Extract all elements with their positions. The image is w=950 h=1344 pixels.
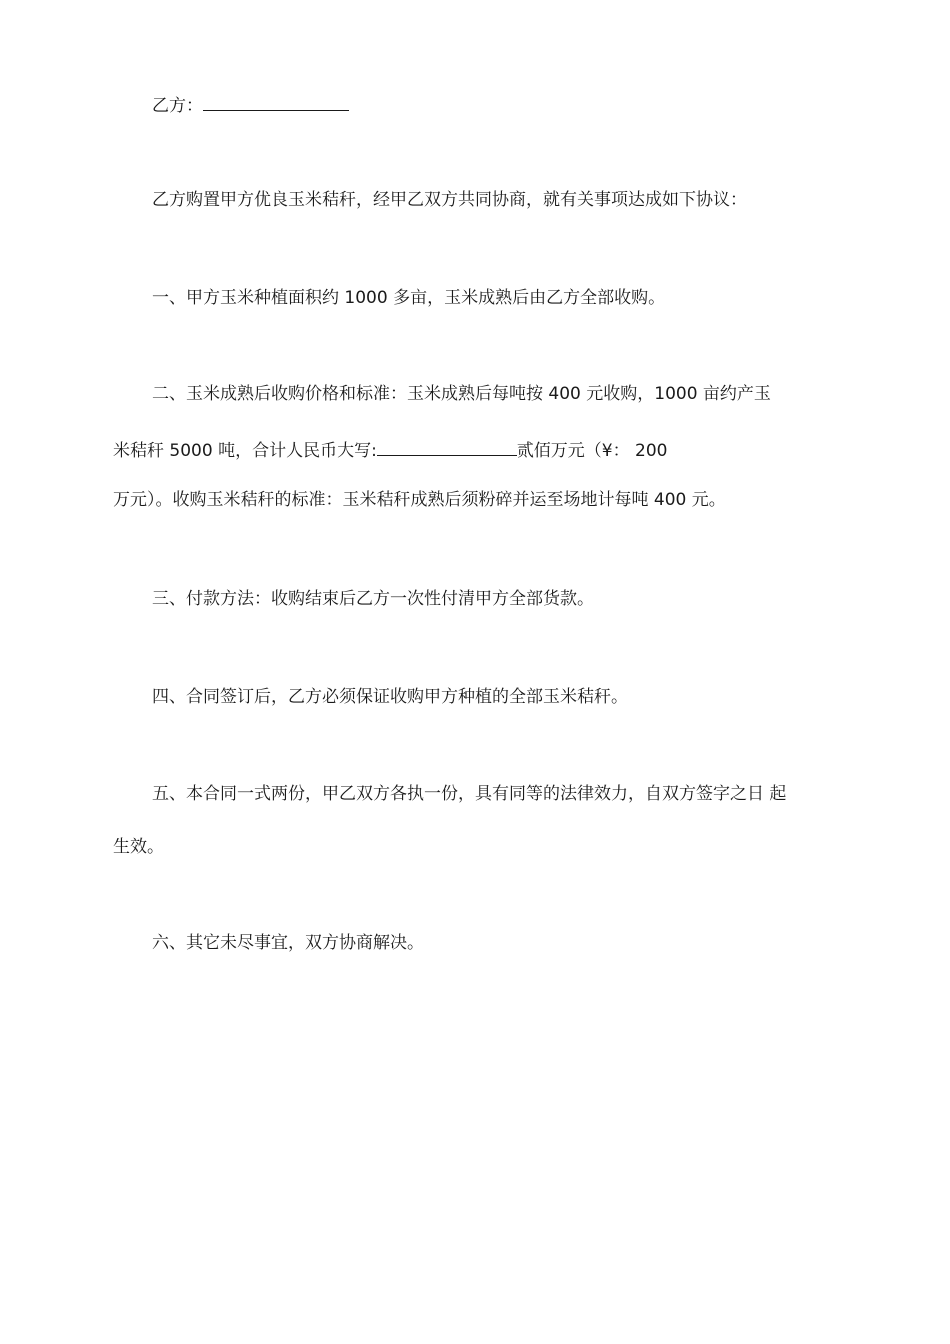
clause-3: 三、付款方法：收购结束后乙方一次性付清甲方全部货款。: [152, 589, 594, 609]
party-b-line: [152, 94, 349, 115]
party-b-signature-blank: [203, 94, 349, 111]
clause-4: 四、合同签订后，乙方必须保证收购甲方种植的全部玉米秸秆。: [152, 687, 628, 707]
amount-blank: [377, 439, 517, 456]
clause-5-line-2: 生效。: [113, 837, 164, 857]
clause-2-line-2: [113, 439, 667, 460]
clause-2-total-label: 米秸秆 5000 吨，合计人民币大写:: [113, 441, 377, 461]
clause-2-line-1: 二、玉米成熟后收购价格和标准：玉米成熟后每吨按 400 元收购，1000 亩约产玉: [152, 384, 771, 404]
party-b-label: 乙方：: [152, 96, 203, 116]
clause-6: 六、其它未尽事宜，双方协商解决。: [152, 933, 424, 953]
clause-1: 一、甲方玉米种植面积约 1000 多亩，玉米成熟后由乙方全部收购。: [152, 288, 666, 308]
clause-2-amount: 贰佰万元（¥： 200: [516, 441, 668, 461]
clause-5-line-1: 五、本合同一式两份，甲乙双方各执一份，具有同等的法律效力，自双方签字之日 起: [152, 784, 787, 804]
intro-paragraph: 乙方购置甲方优良玉米秸秆，经甲乙双方共同协商，就有关事项达成如下协议：: [152, 190, 747, 210]
clause-2-line-3: 万元）。收购玉米秸秆的标准：玉米秸秆成熟后须粉碎并运至场地计每吨 400 元。: [113, 490, 726, 510]
